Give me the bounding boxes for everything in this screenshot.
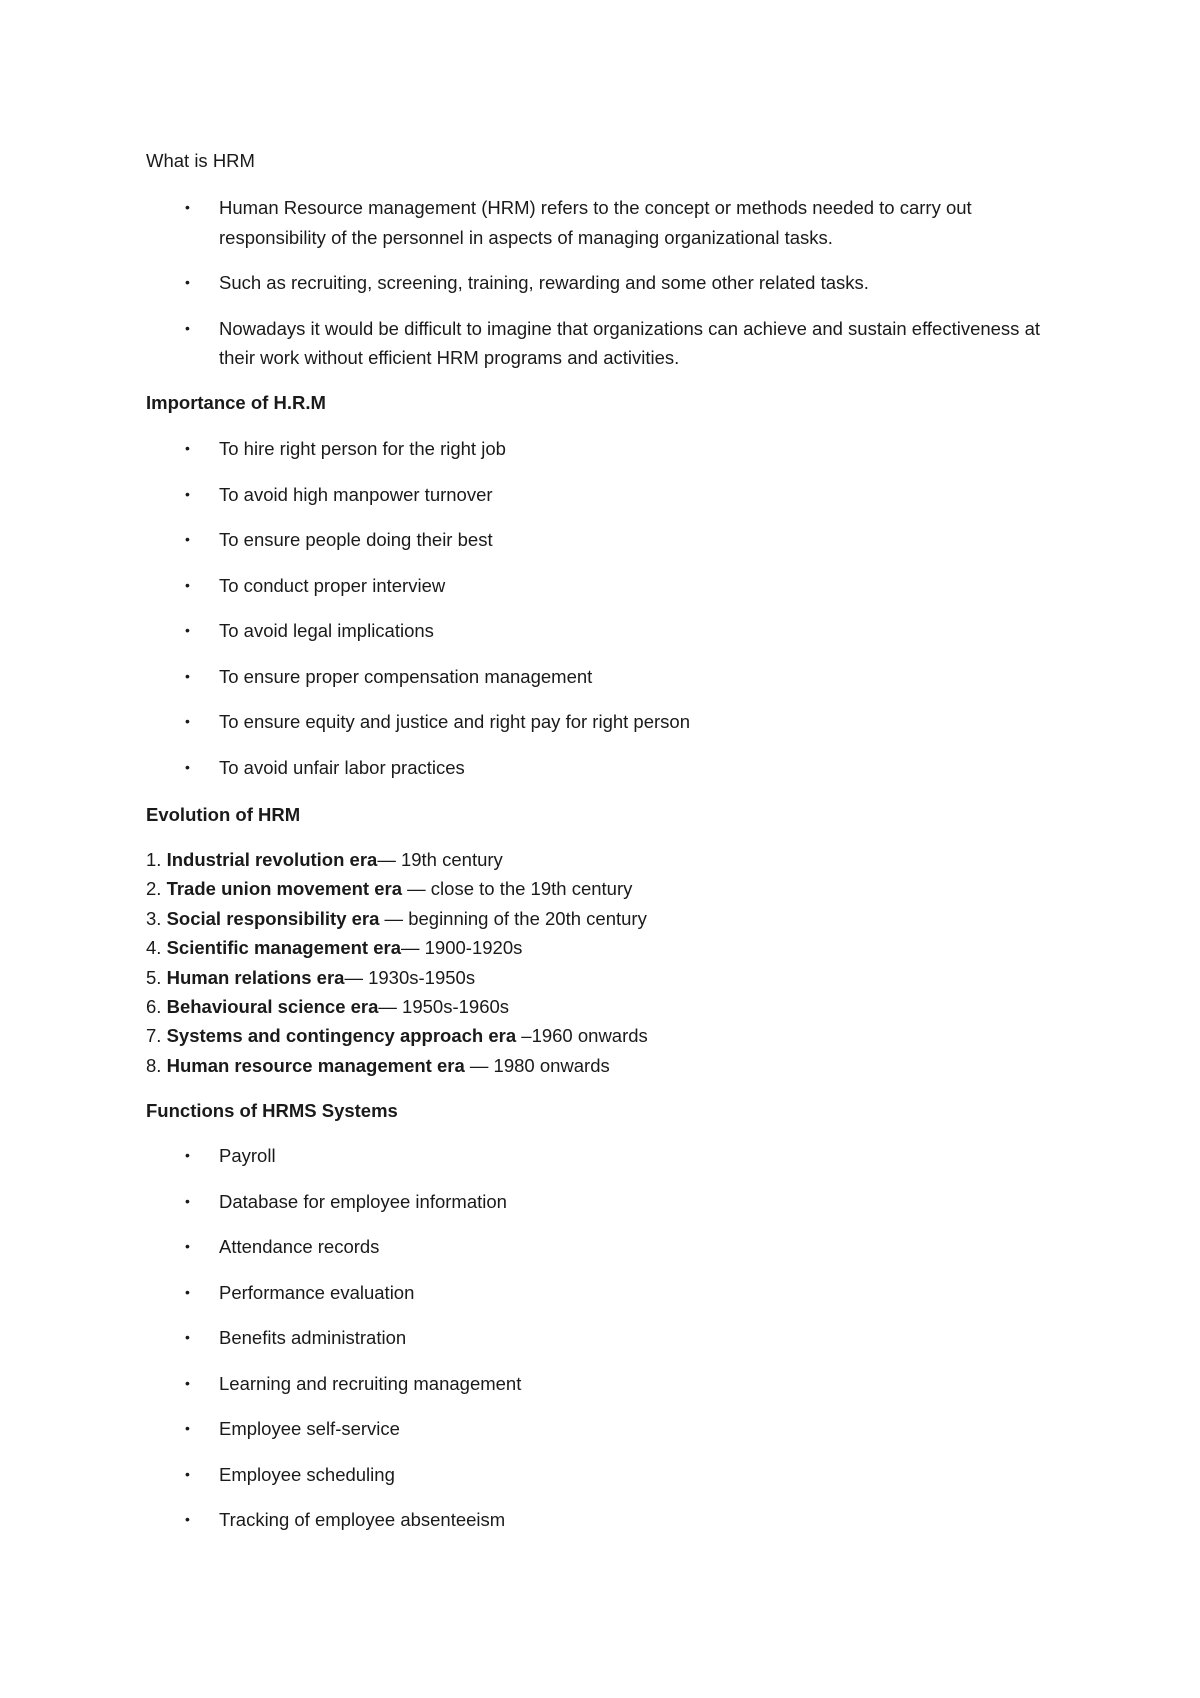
list-item: 4. Scientific management era— 1900-1920s [146, 937, 523, 959]
bullet-icon: • [185, 1511, 190, 1527]
list-item: • Performance evaluation [0, 1278, 1200, 1307]
list-item: • To ensure equity and justice and right pay for right person [0, 707, 1200, 736]
list-item: 6. Behavioural science era— 1950s-1960s [146, 996, 510, 1018]
list-item: • Benefits administration [0, 1323, 1200, 1352]
list-item: • To ensure people doing their best [0, 525, 1200, 554]
bullet-icon: • [185, 758, 190, 775]
list-item: • To conduct proper interview [0, 571, 1200, 600]
list-item: 7. Systems and contingency approach era –1960 onwards [146, 1025, 648, 1047]
list-item: • Learning and recruiting management [0, 1369, 1200, 1398]
bullet-icon: • [185, 1147, 190, 1163]
list-item: • Employee scheduling [0, 1460, 1200, 1489]
bullet-icon: • [185, 622, 190, 638]
list-item: • To avoid high manpower turnover [0, 480, 1200, 509]
bullet-icon: • [185, 667, 190, 684]
list-item: 8. Human resource management era — 1980 onwards [146, 1054, 610, 1076]
bullet-icon: • [185, 440, 190, 456]
list-item: • Attendance records [0, 1232, 1200, 1261]
bullet-icon: • [185, 1283, 190, 1300]
list-item: • To avoid unfair labor practices [0, 753, 1200, 782]
bullet-icon: • [185, 1465, 190, 1482]
list-item: • Such as recruiting, screening, training, rewarding and some other related tasks. [0, 268, 1200, 298]
bullet-icon: • [185, 1238, 190, 1254]
list-item: • Employee self-service [0, 1414, 1200, 1443]
bullet-icon: • [185, 1374, 190, 1391]
list-item: • Nowadays it would be difficult to imagine that organizations can achieve and sustain effectiveness at their work without efficient HRM programs and activities. [0, 314, 1200, 373]
list-item: • Human Resource management (HRM) refers to the concept or methods needed to carry out responsibility of the personnel in aspects of managing organizational tasks. [0, 193, 1200, 252]
list-item: • To avoid legal implications [0, 616, 1200, 645]
bullet-icon: • [185, 713, 190, 729]
bullet-icon: • [185, 1192, 190, 1209]
list-item: • Tracking of employee absenteeism [0, 1505, 1200, 1534]
section-heading-evolution: Evolution of HRM [146, 804, 301, 825]
bullet-icon: • [185, 531, 190, 547]
list-item: • To hire right person for the right job [0, 434, 1200, 463]
functions-list [0, 1141, 1200, 1551]
section-heading-what-is-hrm: What is HRM [146, 150, 255, 171]
bullet-icon: • [185, 576, 190, 593]
bullet-icon: • [185, 274, 190, 290]
list-item: 1. Industrial revolution era— 19th century [146, 849, 503, 870]
bullet-icon: • [185, 1420, 190, 1436]
list-item: 2. Trade union movement era — close to the 19th century [146, 878, 633, 900]
bullet-icon: • [185, 485, 190, 502]
list-item: • To ensure proper compensation management [0, 662, 1200, 691]
list-item: 5. Human relations era— 1930s-1950s [146, 966, 476, 988]
list-item: • Payroll [0, 1141, 1200, 1170]
list-item: • Database for employee information [0, 1187, 1200, 1216]
bullet-icon: • [185, 319, 190, 336]
what-is-hrm-list [0, 193, 1200, 389]
importance-list [0, 434, 1200, 798]
section-heading-functions: Functions of HRMS Systems [146, 1100, 398, 1121]
bullet-icon: • [185, 1329, 190, 1345]
list-item: 3. Social responsibility era — beginning of the 20th century [146, 907, 647, 929]
section-heading-importance: Importance of H.R.M [146, 392, 326, 413]
evolution-list [146, 845, 648, 1080]
bullet-icon: • [185, 199, 190, 215]
